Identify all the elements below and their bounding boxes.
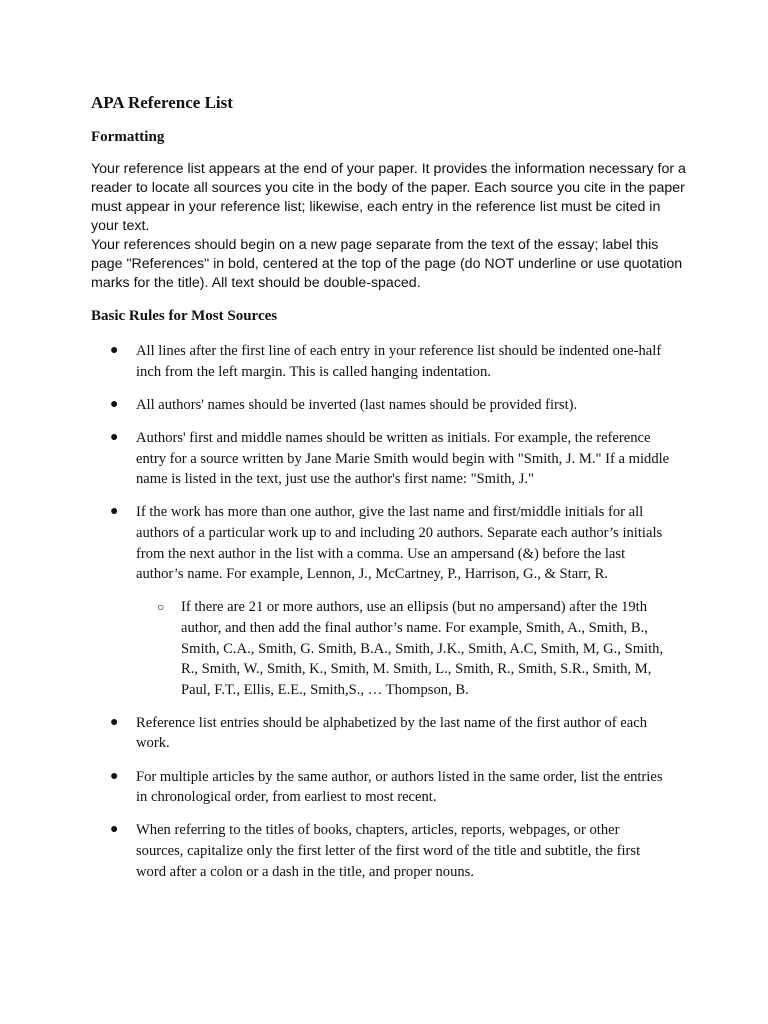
- list-item: [110, 767, 670, 808]
- list-item: [110, 428, 670, 490]
- bullet-icon: ●: [110, 504, 119, 520]
- formatting-body: [91, 160, 691, 293]
- list-item-text: When referring to the titles of books, chapters, articles, reports, webpages, or other sources, capitalize only the first letter of the first word of the title and subtitle, the first word after a colon or a dash in the title, and proper nouns.: [136, 822, 641, 880]
- basic-rules-list: [110, 341, 670, 895]
- list-item: [110, 502, 670, 700]
- list-item-text: If the work has more than one author, give the last name and first/middle initials for all authors of a particular work up to and including 20 authors. Separate each author’s initials from the next author in the list with a comma. Use an ampersand (&) before the last author’s name. For example, Lennon, J., McCartney, P., Harrison, G., & Starr, R.: [136, 504, 663, 583]
- sub-list-item-text: If there are 21 or more authors, use an ellipsis (but no ampersand) after the 19th author, and then add the final author’s name. For example, Smith, A., Smith, B., Smith, C.A., Smith, G. Smith, B.A., Smith, J.K., Smith, A.C, Smith, M, G., Smith, R., Smith, W., Smith, K., Smith, M. Smith, L., Smith, R., Smith, S.R., Smith, M, Paul, F.T., Ellis, E.E., Smith,S., … Thompson, B.: [181, 599, 664, 698]
- list-item-text: Authors' first and middle names should be written as initials. For example, the reference entry for a source written by Jane Marie Smith would begin with "Smith, J. M." If a middle name is listed in the text, just use the author's first name: "Smith, J.": [136, 429, 670, 488]
- list-item: [110, 395, 670, 416]
- list-item-text: For multiple articles by the same author, or authors listed in the same order, list the entries in chronological order, from earliest to most recent.: [136, 768, 663, 806]
- sub-list: [136, 597, 670, 700]
- bullet-icon: ●: [110, 768, 119, 784]
- hollow-bullet-icon: ○: [157, 600, 165, 615]
- formatting-paragraph-2: Your references should begin on a new page separate from the text of the essay; label this page "References" in bold, centered at the top of the page (do NOT underline or use quotation marks for the title). All text should be double-spaced.: [91, 237, 683, 291]
- bullet-icon: ●: [110, 343, 119, 358]
- section-heading-formatting: Formatting: [91, 129, 165, 145]
- list-item: [110, 341, 670, 382]
- section-heading-basic-rules: Basic Rules for Most Sources: [91, 308, 278, 324]
- formatting-paragraph-1: Your reference list appears at the end of your paper. It provides the information necessary for a reader to locate all sources you cite in the body of the paper. Each source you cite in the paper must appear in your reference list; likewise, each entry in the reference list must be cited in your text.: [91, 161, 686, 234]
- bullet-icon: ●: [110, 396, 119, 412]
- bullet-icon: ●: [110, 714, 119, 730]
- sub-list-item: [136, 597, 670, 700]
- list-item: [110, 820, 670, 882]
- bullet-icon: ●: [110, 429, 119, 445]
- list-item-text: Reference list entries should be alphabetized by the last name of the first author of each work.: [136, 714, 647, 752]
- list-item-text: All lines after the first line of each entry in your reference list should be indented one-half inch from the left margin. This is called hanging indentation.: [136, 343, 662, 380]
- page-title: APA Reference List: [91, 93, 233, 112]
- list-item: [110, 713, 670, 754]
- list-item-text: All authors' names should be inverted (last names should be provided first).: [136, 396, 578, 413]
- bullet-icon: ●: [110, 822, 119, 838]
